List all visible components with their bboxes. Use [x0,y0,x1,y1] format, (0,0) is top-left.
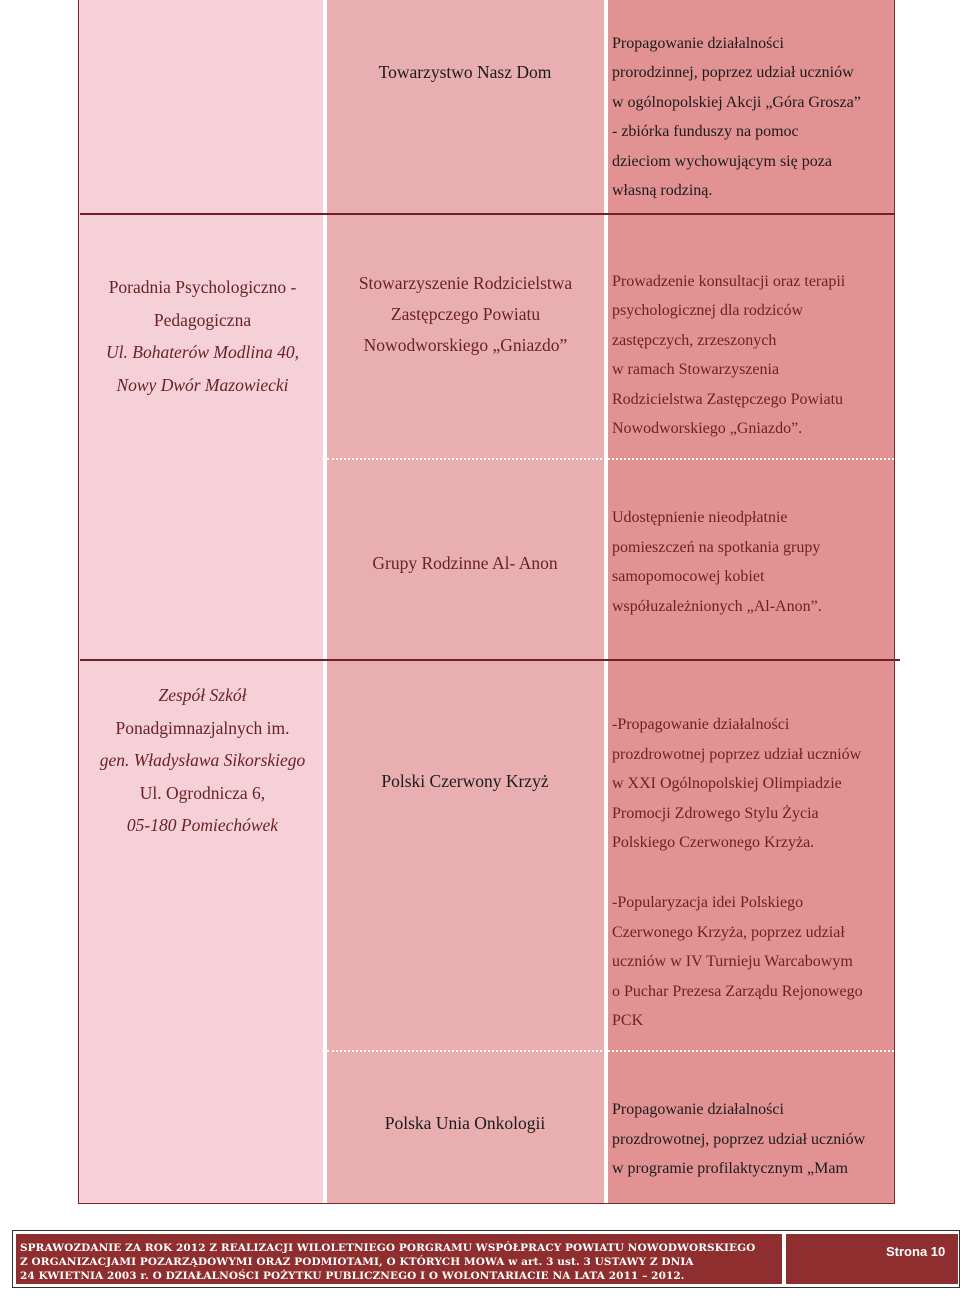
row-5-activity [612,888,892,1036]
activity-line: - zbiórka funduszy na pomoc [612,123,799,140]
org-line: Stowarzyszenie Rodzicielstwa [358,273,573,293]
row-1-organization [330,28,600,118]
activity-line: -Propagowanie działalności [612,716,790,734]
activity-line: Udostępnienie nieodpłatnie [612,509,788,526]
activity-line: Promocji Zdrowego Stylu Życia [612,804,819,822]
page-number: Strona 10 [886,1244,946,1259]
row-4-activity [612,710,892,858]
footer-line-1: SPRAWOZDANIE ZA ROK 2012 Z REALIZACJI WILOLETNIEGO PORGRAMU WSPÓŁPRACY POWIATU NOWODWORSKIEGO [20,1242,756,1254]
row-3-activity [612,503,892,621]
activity-line: o Puchar Prezesa Zarządu Rejonowego [612,982,863,1000]
org-line: Zastępczego Powiatu [390,304,541,324]
activity-line: Propagowanie działalności [612,34,784,52]
row-divider [80,659,900,661]
activity-line: PCK [612,1012,644,1030]
activity-line: zastępczych, zrzeszonych [612,331,777,349]
activity-line: w XXI Ogólnopolskiej Olimpiadzie [612,775,842,793]
school-line: gen. Władysława Sikorskiego [99,750,306,771]
row-6-activity [612,1095,892,1184]
organization-column [327,0,604,1204]
row-2-activity [612,266,892,444]
org-line: Towarzystwo Nasz Dom [378,62,552,83]
activity-line: -Popularyzacja idei Polskiego [612,894,804,912]
row-2-school [80,270,325,402]
activity-line: psychologicznej dla rodziców [612,302,804,319]
activity-line: Rodzicielstwa Zastępczego Powiatu [612,390,844,408]
activity-line: Polskiego Czerwonego Krzyża. [612,834,815,852]
activity-line: w ramach Stowarzyszenia [612,361,780,378]
row-6-organization [330,1108,600,1140]
table-border-left [78,0,79,1204]
footer-line-3: 24 KWIETNIA 2003 r. O DZIAŁALNOŚCI POŻYTKU PUBLICZNEGO I O WOLONTARIACIE NA LATA 2011 – 2012. [20,1270,685,1282]
row-divider-dotted [327,1050,894,1052]
row-4-school [80,678,325,843]
school-line: Ul. Bohaterów Modlina 40, [106,342,299,362]
activity-line: Prowadzenie konsultacji oraz terapii [612,272,846,290]
table-border-right [894,0,895,1204]
activity-line: Propagowanie działalności [612,1101,784,1119]
school-line: Ponadgimnazjalnych im. [115,717,290,738]
org-line: Polski Czerwony Krzyż [381,771,549,792]
row-4-organization [330,766,600,798]
org-line: Grupy Rodzinne Al- Anon [372,553,558,574]
row-divider [80,213,894,215]
activity-line: prozdrowotnej, poprzez udział uczniów [612,1130,866,1148]
activity-line: własną rodziną. [612,182,713,199]
activity-line: w ogólnopolskiej Akcji „Góra Grosza” [612,93,861,111]
school-column [78,0,323,1204]
activity-line: współuzależnionych „Al-Anon”. [612,597,822,615]
activity-line: prozdrowotnej poprzez udział uczniów [612,745,862,763]
org-line: Nowodworskiego „Gniazdo” [363,335,568,355]
activity-line: Czerwonego Krzyża, poprzez udział [612,923,845,941]
row-divider-dotted [327,458,894,460]
footer-line-2: Z ORGANIZACJAMI POZARZĄDOWYMI ORAZ PODMIOTAMI, O KTÓRYCH MOWA w art. 3 ust. 3 USTAWY Z DNIA [20,1256,694,1268]
activity-line: Nowodworskiego „Gniazdo”. [612,420,803,437]
row-3-organization [330,548,600,580]
activity-line: samopomocowej kobiet [612,568,765,585]
activity-line: prorodzinnej, poprzez udział uczniów [612,64,854,81]
activity-line: pomieszczeń na spotkania grupy [612,538,821,556]
school-line: Ul. Ogrodnicza 6, [139,782,266,803]
row-2-organization [328,268,603,361]
activity-line: dzieciom wychowującym się poza [612,152,832,170]
school-line: Pedagogiczna [153,309,252,330]
org-line: Polska Unia Onkologii [384,1113,546,1134]
row-1-activity [612,28,892,206]
activity-line: uczniów w IV Turnieju Warcabowym [612,953,853,971]
table-border-bottom [78,1203,895,1204]
school-line: Zespół Szkół [158,685,247,706]
school-line: 05-180 Pomiechówek [126,815,279,836]
footer-page-banner [786,1234,958,1284]
school-line: Poradnia Psychologiczno - [108,277,297,297]
activity-line: w programie profilaktycznym „Mam [612,1160,848,1178]
school-line: Nowy Dwór Mazowiecki [116,374,289,395]
